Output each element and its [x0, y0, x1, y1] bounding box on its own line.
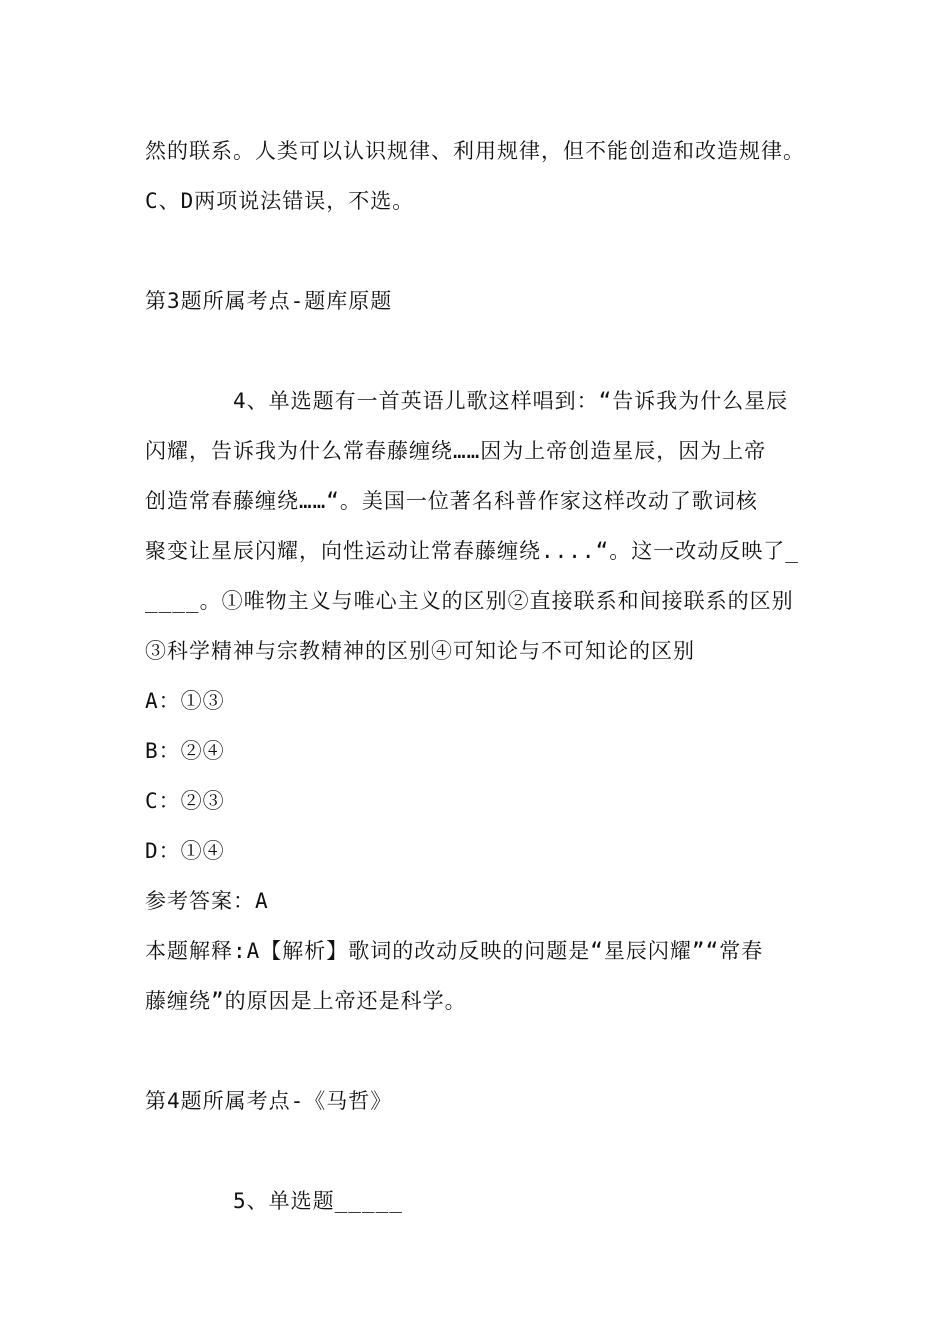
q4-stem-line-6: ③科学精神与宗教精神的区别④可知论与不可知论的区别 [145, 639, 695, 663]
q4-analysis-line-2: 藤缠绕”的原因是上帝还是科学。 [145, 989, 467, 1013]
q4-stem-line-4: 聚变让星辰闪耀，向性运动让常春藤缠绕....“。这一改动反映了_ [145, 539, 799, 563]
q4-stem-line-3: 创造常春藤缠绕……“。美国一位著名科普作家这样改动了歌词核 [145, 489, 758, 513]
q5-stem: 5、单选题_____ [233, 1189, 403, 1213]
q3-knowledge-point: 第3题所属考点-题库原题 [145, 289, 393, 313]
q4-option-c: C：②③ [145, 789, 225, 813]
q4-stem-line-2: 闪耀，告诉我为什么常春藤缠绕……因为上帝创造星辰，因为上帝 [145, 439, 767, 463]
q4-analysis-line-1: 本题解释:A【解析】歌词的改动反映的问题是“星辰闪耀”“常春 [145, 939, 764, 963]
q4-answer: 参考答案：A [145, 889, 269, 913]
q4-option-d: D：①④ [145, 839, 225, 863]
q4-option-b: B：②④ [145, 739, 225, 763]
q4-option-a: A：①③ [145, 689, 225, 713]
q4-stem-line-1: 4、单选题有一首英语儿歌这样唱到：“告诉我为什么星辰 [233, 389, 789, 413]
prev-analysis-line-2: C、D两项说法错误，不选。 [145, 189, 415, 213]
prev-analysis-line-1: 然的联系。人类可以认识规律、利用规律，但不能创造和改造规律。 [145, 139, 805, 163]
q4-stem-line-5: ____。①唯物主义与唯心主义的区别②直接联系和间接联系的区别 [145, 589, 794, 613]
q4-knowledge-point: 第4题所属考点-《马哲》 [145, 1089, 393, 1113]
